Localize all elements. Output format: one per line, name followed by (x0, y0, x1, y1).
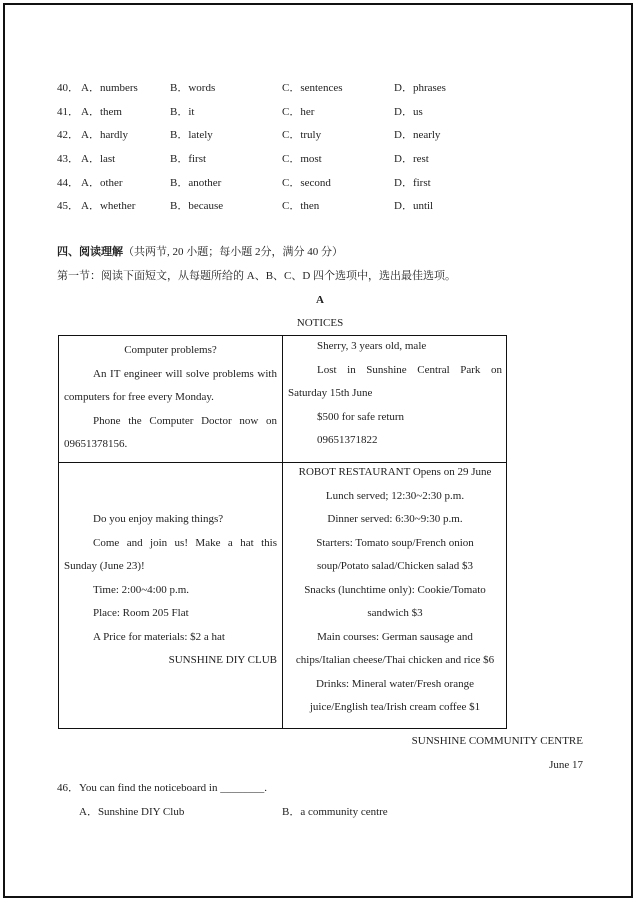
option-d: D．nearly (394, 129, 441, 141)
option-c: C．truly (282, 129, 322, 141)
question-46-option-a: A．Sunshine DIY Club (79, 806, 185, 818)
option-c: C．second (282, 177, 331, 189)
notice-text: Lunch served; 12:30~2:30 p.m. (325, 489, 465, 502)
notice-text: A Price for materials: $2 a hat (93, 630, 225, 643)
option-b: B．another (170, 177, 222, 189)
option-d: D．rest (394, 153, 429, 165)
notice-robot-restaurant (283, 461, 507, 720)
option-b: B．words (170, 82, 216, 94)
notice-text: $500 for safe return (317, 410, 405, 423)
notice-text: Time: 2:00~4:00 p.m. (93, 583, 190, 596)
notice-text: Sherry, 3 years old, male (317, 340, 427, 352)
passage-label: A (316, 294, 324, 306)
notice-text: Snacks (lunchtime only): Cookie/Tomato (304, 583, 486, 596)
notice-text: juice/English tea/Irish cream coffee $1 (309, 701, 481, 713)
option-c: C．then (282, 200, 320, 212)
option-c: C．sentences (282, 82, 343, 94)
question-number: 43． (57, 153, 79, 165)
notice-text: Starters: Tomato soup/French onion (316, 536, 474, 549)
notice-text: Dinner served: 6:30~9:30 p.m. (327, 513, 463, 525)
question-number: 44． (57, 177, 79, 189)
section-heading-title: 四、阅读理解 (57, 246, 123, 258)
option-a: A．last (81, 153, 116, 165)
footer-organization: SUNSHINE COMMUNITY CENTRE (411, 735, 583, 747)
notice-title: ROBOT RESTAURANT Opens on 29 June (298, 466, 492, 478)
notice-lost-pet (288, 335, 502, 453)
notice-text: Lost in Sunshine Central Park on Saturday 15th June (288, 363, 502, 399)
notice-text: Drinks: Mineral water/Fresh orange (316, 677, 474, 690)
notice-title: Computer problems? (124, 344, 217, 356)
section-instruction: 第一节：阅读下面短文，从每题所给的 A、B、C、D 四个选项中，选出最佳选项。 (57, 270, 457, 282)
notice-signature: SUNSHINE DIY CLUB (168, 654, 277, 666)
option-d: D．first (394, 177, 431, 189)
question-number: 45． (57, 200, 79, 212)
section-heading (57, 245, 343, 259)
option-b: B．lately (170, 129, 213, 141)
question-number: 41． (57, 106, 79, 118)
notice-phone: Phone the Computer Doctor now on 09651378156. (64, 414, 277, 450)
option-a: A．hardly (81, 129, 129, 141)
option-a: A．whether (81, 200, 136, 212)
option-a: A．them (81, 106, 122, 118)
option-b: B．it (170, 106, 195, 118)
notice-text: sandwich $3 (367, 607, 423, 619)
notice-phone: 09651371822 (317, 434, 378, 446)
notice-text: An IT engineer will solve problems with computers for free every Monday. (64, 367, 277, 403)
option-c: C．most (282, 153, 322, 165)
option-d: D．us (394, 106, 423, 118)
notice-text: Place: Room 205 Flat (93, 607, 189, 619)
passage-title: NOTICES (296, 317, 344, 329)
footer-date: June 17 (549, 759, 583, 771)
notice-text: soup/Potato salad/Chicken salad $3 (316, 560, 474, 572)
option-a: A．numbers (81, 82, 138, 94)
option-d: D．until (394, 200, 434, 212)
option-b: B．because (170, 200, 224, 212)
notice-computer-doctor (64, 339, 277, 457)
notice-text: Main courses: German sausage and (317, 630, 473, 643)
option-d: D．phrases (394, 82, 446, 94)
question-46-option-b: B．a community centre (282, 806, 388, 818)
notice-text: Do you enjoy making things? (93, 513, 224, 525)
option-b: B．first (170, 153, 207, 165)
notice-text: chips/Italian cheese/Thai chicken and rice $6 (295, 654, 495, 666)
section-heading-note: （共两节, 20 小题；每小题 2分，满分 40 分） (123, 246, 343, 258)
question-46-stem: 46．You can find the noticeboard in ________. (57, 782, 267, 794)
notice-text: Come and join us! Make a hat this Sunday (June 23)! (64, 536, 277, 572)
question-number: 42． (57, 129, 79, 141)
question-number: 40． (57, 82, 79, 94)
notice-diy-club (64, 508, 277, 673)
option-c: C．her (282, 106, 315, 118)
option-a: A．other (81, 177, 123, 189)
